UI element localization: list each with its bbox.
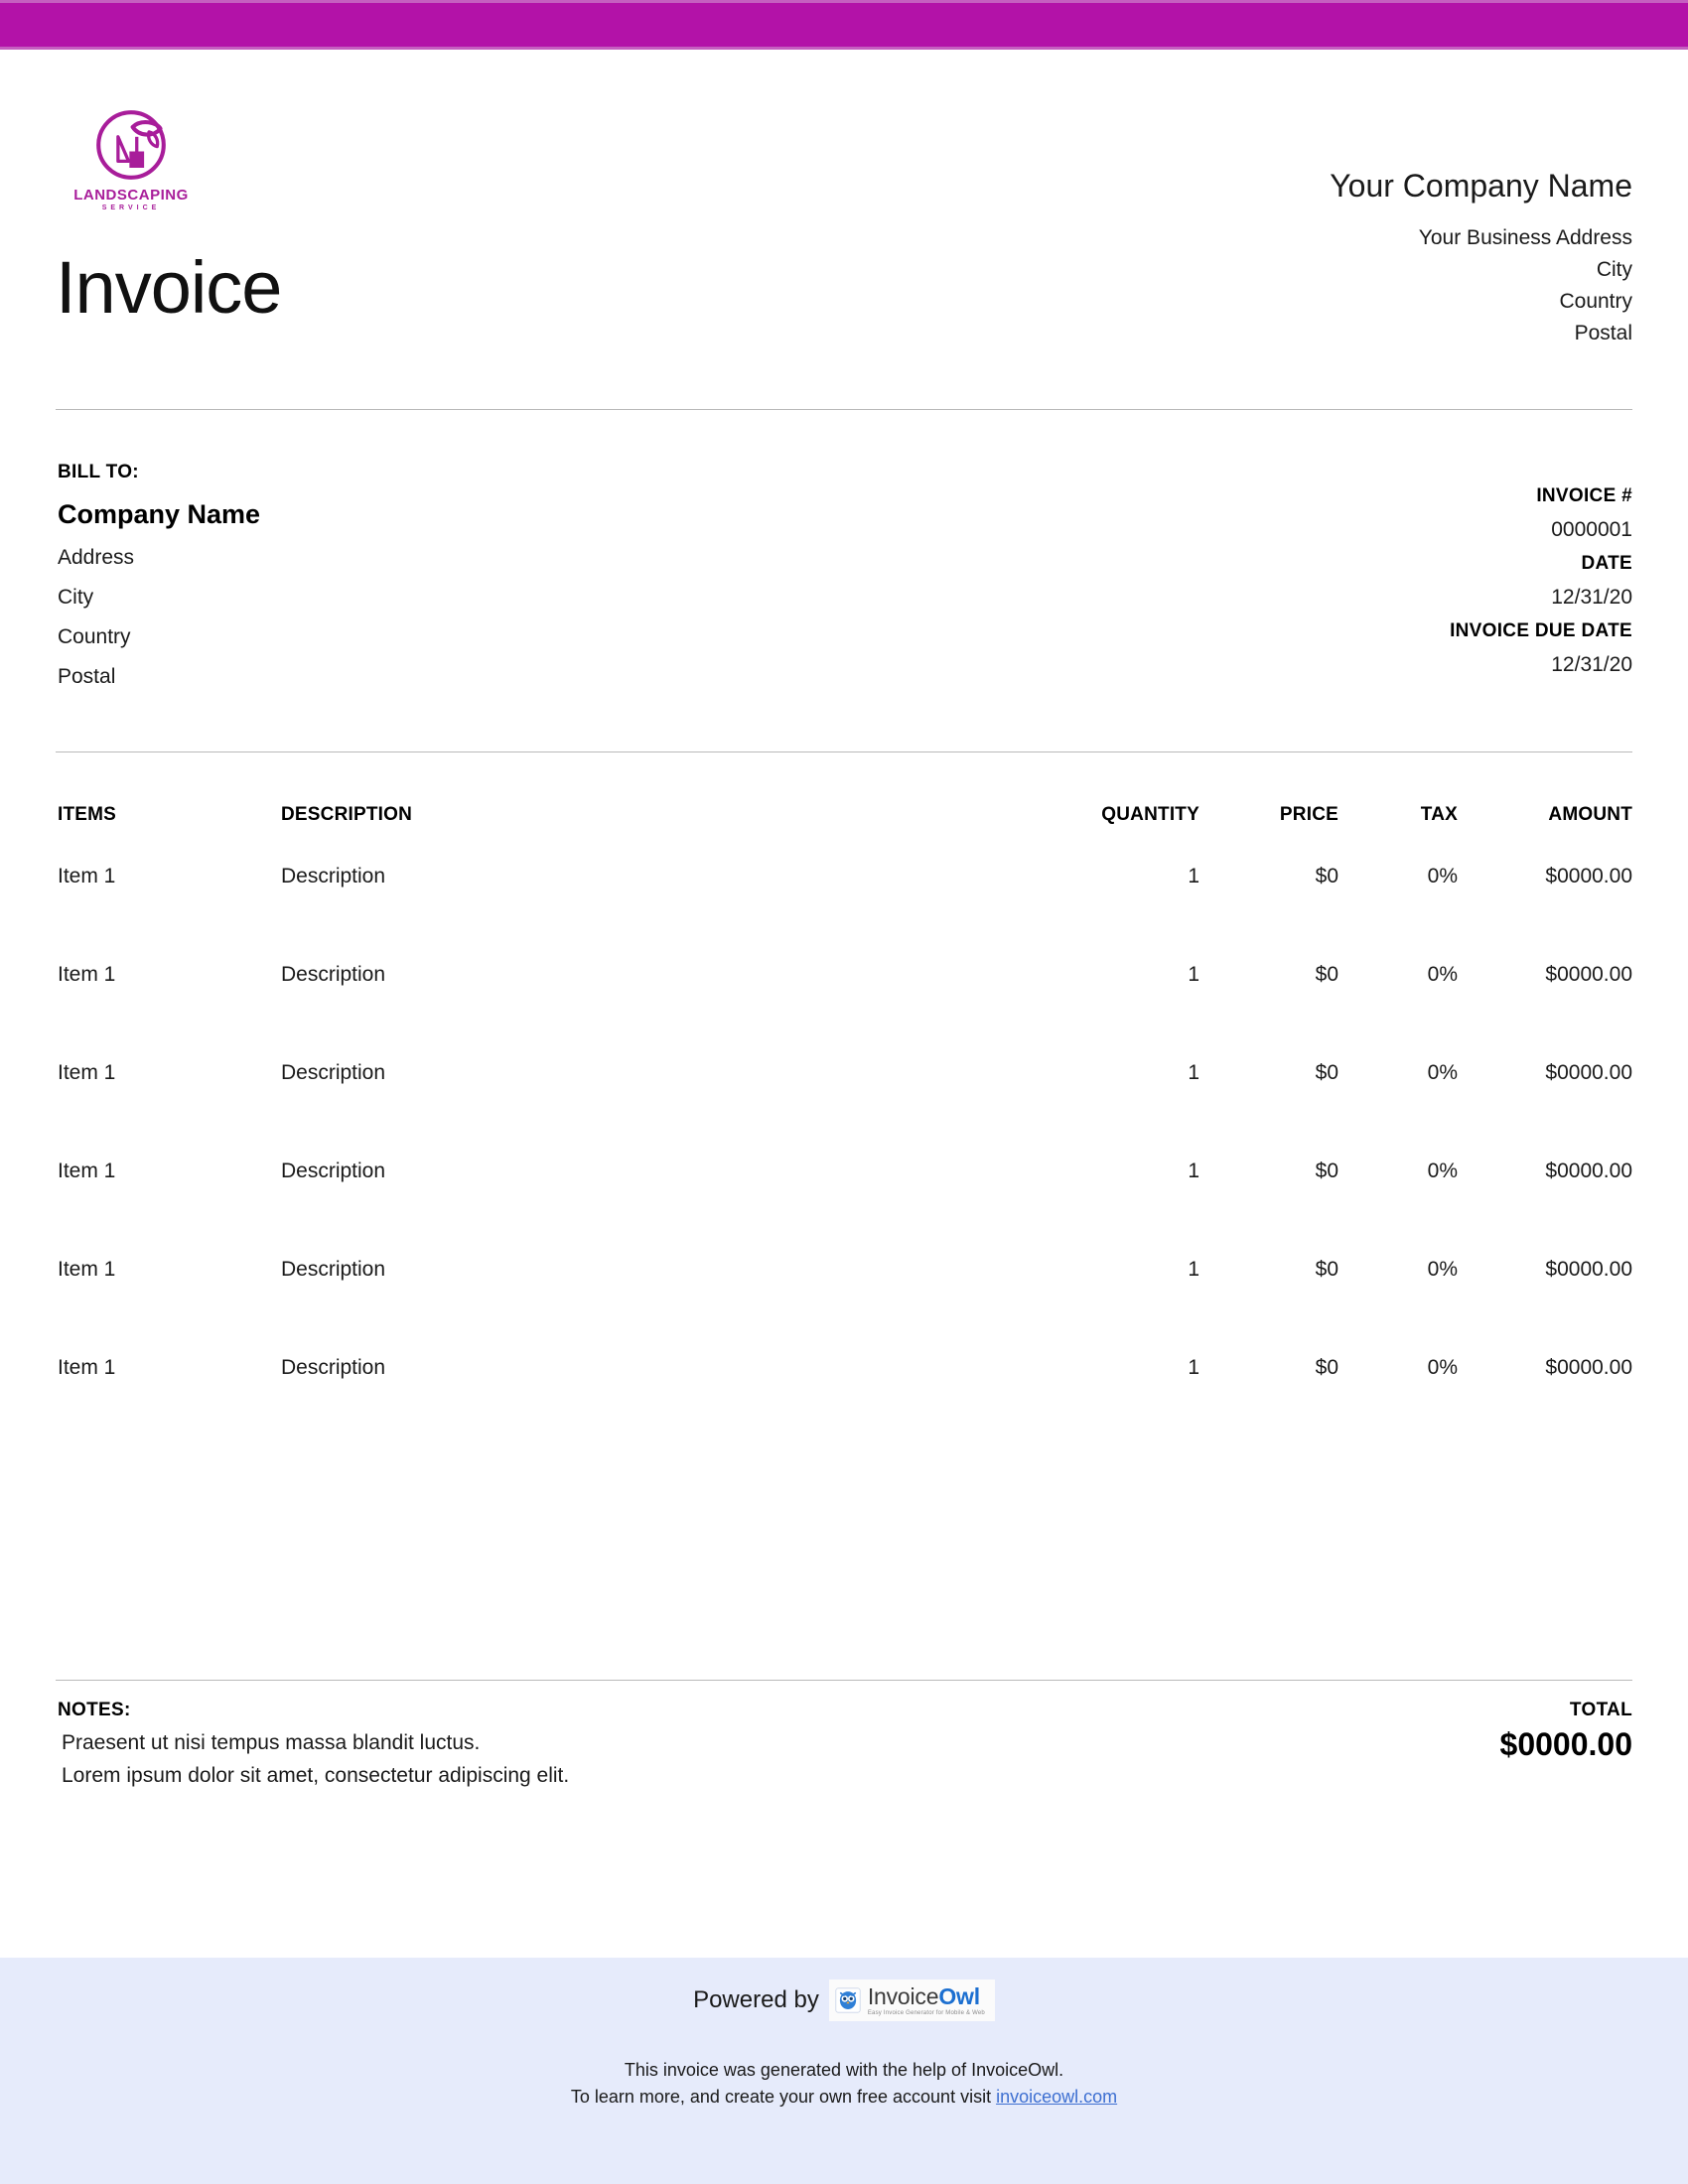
column-header-tax: TAX bbox=[1420, 804, 1458, 825]
cell-item: Item 1 bbox=[58, 963, 116, 986]
bill-to-block bbox=[58, 462, 260, 697]
column-header-amount: AMOUNT bbox=[1548, 804, 1632, 825]
invoice-due-date-value: 12/31/20 bbox=[1551, 653, 1632, 676]
cell-quantity: 1 bbox=[1188, 963, 1199, 986]
column-header-price: PRICE bbox=[1279, 804, 1338, 825]
column-header-quantity: QUANTITY bbox=[1101, 804, 1199, 825]
cell-price: $0 bbox=[1315, 1160, 1338, 1182]
table-row bbox=[58, 1356, 1632, 1454]
invoice-number-value: 0000001 bbox=[1551, 518, 1632, 541]
footer-note-prefix: To learn more, and create your own free account visit bbox=[570, 2087, 997, 2107]
cell-price: $0 bbox=[1315, 1061, 1338, 1084]
cell-price: $0 bbox=[1315, 963, 1338, 986]
notes-label: NOTES: bbox=[58, 1700, 131, 1720]
invoice-meta-block bbox=[1450, 481, 1632, 684]
total-block bbox=[1500, 1700, 1632, 1763]
cell-amount: $0000.00 bbox=[1545, 1160, 1632, 1182]
cell-amount: $0000.00 bbox=[1545, 865, 1632, 887]
total-value: $0000.00 bbox=[1499, 1726, 1632, 1762]
cell-item: Item 1 bbox=[58, 1258, 116, 1281]
total-label: TOTAL bbox=[1569, 1700, 1632, 1720]
cell-price: $0 bbox=[1315, 1258, 1338, 1281]
notes-block bbox=[58, 1700, 951, 1792]
cell-description: Description bbox=[281, 865, 386, 887]
bill-to-company: Company Name bbox=[58, 499, 261, 529]
invoice-number-label: INVOICE # bbox=[1536, 485, 1632, 506]
cell-item: Item 1 bbox=[58, 865, 116, 887]
logo-wordmark: LANDSCAPING bbox=[73, 187, 189, 204]
page-title: Invoice bbox=[56, 246, 282, 329]
invoice-header bbox=[0, 50, 1688, 407]
top-accent-bar bbox=[0, 0, 1688, 50]
cell-description: Description bbox=[281, 963, 386, 986]
cell-quantity: 1 bbox=[1188, 1061, 1199, 1084]
company-name: Your Company Name bbox=[1330, 168, 1632, 204]
bill-to-label: BILL TO: bbox=[58, 462, 139, 482]
bill-to-postal: Postal bbox=[58, 665, 116, 688]
invoiceowl-logo[interactable] bbox=[829, 1979, 995, 2021]
cell-price: $0 bbox=[1315, 1356, 1338, 1379]
powered-by-row bbox=[0, 1979, 1688, 2021]
company-info-block bbox=[1330, 167, 1632, 349]
table-row bbox=[58, 1061, 1632, 1160]
table-body bbox=[58, 865, 1632, 1454]
invoiceowl-wordmark bbox=[867, 1982, 985, 2016]
owl-icon bbox=[835, 1987, 861, 2013]
cell-description: Description bbox=[281, 1356, 386, 1379]
cell-quantity: 1 bbox=[1188, 1160, 1199, 1182]
table-row bbox=[58, 1258, 1632, 1356]
cell-tax: 0% bbox=[1427, 1160, 1458, 1182]
footer-note-line-2 bbox=[0, 2084, 1688, 2111]
cell-item: Item 1 bbox=[58, 1356, 116, 1379]
invoiceowl-name bbox=[867, 1982, 985, 2009]
invoiceowl-link[interactable]: invoiceowl.com bbox=[996, 2087, 1118, 2107]
cell-tax: 0% bbox=[1427, 963, 1458, 986]
divider-billing bbox=[56, 751, 1632, 752]
logo-submark: SERVICE bbox=[101, 205, 161, 211]
divider-totals bbox=[56, 1680, 1632, 1681]
invoice-due-date-label: INVOICE DUE DATE bbox=[1450, 620, 1632, 641]
cell-description: Description bbox=[281, 1258, 386, 1281]
table-row bbox=[58, 865, 1632, 963]
powered-by-label: Powered by bbox=[693, 1986, 819, 2013]
invoiceowl-tagline: Easy Invoice Generator for Mobile & Web bbox=[867, 2009, 985, 2016]
page-footer bbox=[0, 1958, 1688, 2184]
company-logo bbox=[62, 104, 201, 211]
table-header-row bbox=[58, 804, 1632, 826]
cell-quantity: 1 bbox=[1188, 1356, 1199, 1379]
cell-tax: 0% bbox=[1427, 1061, 1458, 1084]
cell-description: Description bbox=[281, 1061, 386, 1084]
bill-to-country: Country bbox=[58, 625, 131, 648]
invoiceowl-name-part2: Owl bbox=[938, 1982, 980, 2009]
footer-note bbox=[0, 2057, 1688, 2111]
invoiceowl-name-part1: Invoice bbox=[867, 1982, 939, 2009]
company-city-line: City bbox=[1596, 258, 1632, 281]
bill-to-address: Address bbox=[58, 546, 135, 569]
table-row bbox=[58, 963, 1632, 1061]
invoice-date-value: 12/31/20 bbox=[1551, 586, 1632, 609]
cell-item: Item 1 bbox=[58, 1160, 116, 1182]
cell-description: Description bbox=[281, 1160, 386, 1182]
cell-item: Item 1 bbox=[58, 1061, 116, 1084]
cell-amount: $0000.00 bbox=[1545, 1356, 1632, 1379]
bill-to-city: City bbox=[58, 586, 94, 609]
cell-amount: $0000.00 bbox=[1545, 1258, 1632, 1281]
cell-price: $0 bbox=[1315, 865, 1338, 887]
landscaping-circle-leaf-trowel-logo bbox=[90, 104, 172, 186]
company-postal-line: Postal bbox=[1574, 322, 1632, 344]
cell-tax: 0% bbox=[1427, 1258, 1458, 1281]
company-address-line: Your Business Address bbox=[1418, 226, 1632, 249]
line-items-table bbox=[58, 804, 1632, 1454]
table-header bbox=[58, 804, 1632, 826]
divider-header bbox=[56, 409, 1632, 410]
cell-quantity: 1 bbox=[1188, 865, 1199, 887]
cell-tax: 0% bbox=[1427, 1356, 1458, 1379]
table-row bbox=[58, 1160, 1632, 1258]
invoice-date-label: DATE bbox=[1581, 553, 1632, 574]
cell-amount: $0000.00 bbox=[1545, 1061, 1632, 1084]
column-header-items: ITEMS bbox=[58, 804, 117, 825]
notes-line: Praesent ut nisi tempus massa blandit luctus. bbox=[62, 1731, 481, 1754]
cell-quantity: 1 bbox=[1188, 1258, 1199, 1281]
column-header-description: DESCRIPTION bbox=[281, 804, 413, 825]
notes-line: Lorem ipsum dolor sit amet, consectetur adipiscing elit. bbox=[62, 1764, 570, 1787]
company-country-line: Country bbox=[1559, 290, 1632, 313]
cell-amount: $0000.00 bbox=[1545, 963, 1632, 986]
footer-note-line-1: This invoice was generated with the help of InvoiceOwl. bbox=[624, 2060, 1064, 2080]
cell-tax: 0% bbox=[1427, 865, 1458, 887]
